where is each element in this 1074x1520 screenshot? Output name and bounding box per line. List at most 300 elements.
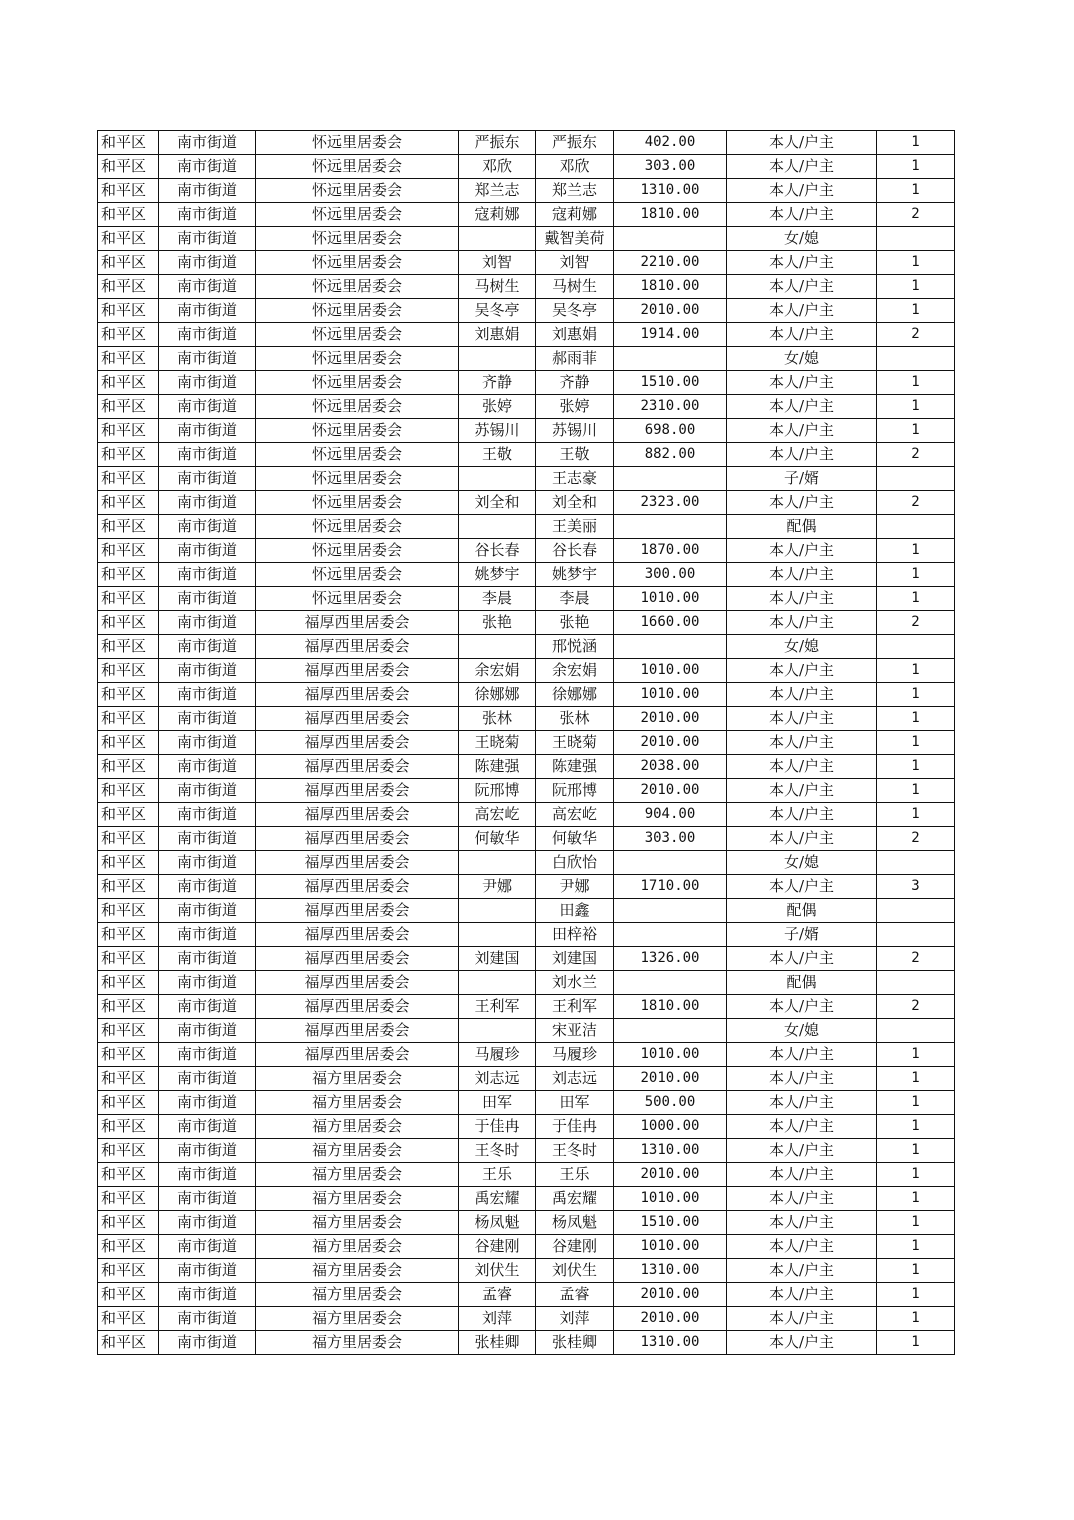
amount-cell: 882.00 <box>614 443 727 467</box>
district-cell: 和平区 <box>98 1163 159 1187</box>
relation-cell: 本人/户主 <box>727 251 877 275</box>
district-cell: 和平区 <box>98 803 159 827</box>
table-row <box>98 707 955 731</box>
amount-cell <box>614 227 727 251</box>
household-size-cell: 1 <box>877 563 955 587</box>
relation-cell: 本人/户主 <box>727 659 877 683</box>
table-row <box>98 971 955 995</box>
relation-cell: 本人/户主 <box>727 371 877 395</box>
table-row <box>98 827 955 851</box>
applicant-cell: 李晨 <box>459 587 536 611</box>
applicant-cell: 马树生 <box>459 275 536 299</box>
amount-cell <box>614 899 727 923</box>
applicant-cell: 苏锡川 <box>459 419 536 443</box>
relation-cell: 子/婿 <box>727 467 877 491</box>
subdistrict-cell: 南市街道 <box>159 923 256 947</box>
table-row <box>98 179 955 203</box>
district-cell: 和平区 <box>98 635 159 659</box>
household-size-cell: 1 <box>877 1043 955 1067</box>
household-size-cell: 1 <box>877 395 955 419</box>
applicant-cell: 刘建国 <box>459 947 536 971</box>
member-cell: 刘智 <box>536 251 614 275</box>
table-row <box>98 1211 955 1235</box>
relation-cell: 子/婿 <box>727 923 877 947</box>
subdistrict-cell: 南市街道 <box>159 1259 256 1283</box>
amount-cell: 2210.00 <box>614 251 727 275</box>
household-size-cell: 1 <box>877 1187 955 1211</box>
committee-cell: 福方里居委会 <box>256 1139 459 1163</box>
relation-cell: 本人/户主 <box>727 1259 877 1283</box>
household-size-cell: 1 <box>877 155 955 179</box>
applicant-cell: 陈建强 <box>459 755 536 779</box>
table-row <box>98 899 955 923</box>
household-size-cell: 2 <box>877 203 955 227</box>
district-cell: 和平区 <box>98 1067 159 1091</box>
household-size-cell: 1 <box>877 1283 955 1307</box>
household-size-cell: 1 <box>877 251 955 275</box>
member-cell: 张桂卿 <box>536 1331 614 1355</box>
applicant-cell: 张桂卿 <box>459 1331 536 1355</box>
table-row <box>98 803 955 827</box>
member-cell: 白欣怡 <box>536 851 614 875</box>
subdistrict-cell: 南市街道 <box>159 827 256 851</box>
subdistrict-cell: 南市街道 <box>159 1067 256 1091</box>
household-size-cell: 1 <box>877 1235 955 1259</box>
applicant-cell <box>459 1019 536 1043</box>
household-size-cell: 2 <box>877 995 955 1019</box>
committee-cell: 福厚西里居委会 <box>256 635 459 659</box>
district-cell: 和平区 <box>98 203 159 227</box>
household-size-cell: 2 <box>877 443 955 467</box>
table-row <box>98 155 955 179</box>
district-cell: 和平区 <box>98 275 159 299</box>
data-table <box>97 130 955 1355</box>
district-cell: 和平区 <box>98 971 159 995</box>
relation-cell: 本人/户主 <box>727 1187 877 1211</box>
district-cell: 和平区 <box>98 611 159 635</box>
relation-cell: 女/媳 <box>727 851 877 875</box>
applicant-cell <box>459 923 536 947</box>
relation-cell: 本人/户主 <box>727 1307 877 1331</box>
member-cell: 刘水兰 <box>536 971 614 995</box>
amount-cell: 2038.00 <box>614 755 727 779</box>
table-row <box>98 1043 955 1067</box>
household-size-cell: 1 <box>877 683 955 707</box>
relation-cell: 本人/户主 <box>727 539 877 563</box>
subdistrict-cell: 南市街道 <box>159 875 256 899</box>
amount-cell: 1510.00 <box>614 371 727 395</box>
household-size-cell: 1 <box>877 779 955 803</box>
subdistrict-cell: 南市街道 <box>159 755 256 779</box>
committee-cell: 福厚西里居委会 <box>256 683 459 707</box>
subdistrict-cell: 南市街道 <box>159 1307 256 1331</box>
amount-cell: 300.00 <box>614 563 727 587</box>
applicant-cell: 孟睿 <box>459 1283 536 1307</box>
subdistrict-cell: 南市街道 <box>159 371 256 395</box>
relation-cell: 本人/户主 <box>727 587 877 611</box>
amount-cell: 1010.00 <box>614 1043 727 1067</box>
applicant-cell: 禹宏耀 <box>459 1187 536 1211</box>
amount-cell <box>614 515 727 539</box>
district-cell: 和平区 <box>98 419 159 443</box>
member-cell: 刘惠娟 <box>536 323 614 347</box>
committee-cell: 福厚西里居委会 <box>256 971 459 995</box>
committee-cell: 福厚西里居委会 <box>256 827 459 851</box>
relation-cell: 本人/户主 <box>727 1067 877 1091</box>
committee-cell: 福厚西里居委会 <box>256 611 459 635</box>
household-size-cell: 2 <box>877 491 955 515</box>
household-size-cell: 1 <box>877 731 955 755</box>
table-row <box>98 1259 955 1283</box>
household-size-cell: 1 <box>877 419 955 443</box>
relation-cell: 本人/户主 <box>727 827 877 851</box>
district-cell: 和平区 <box>98 755 159 779</box>
subdistrict-cell: 南市街道 <box>159 587 256 611</box>
member-cell: 刘志远 <box>536 1067 614 1091</box>
applicant-cell: 杨凤魁 <box>459 1211 536 1235</box>
committee-cell: 怀远里居委会 <box>256 587 459 611</box>
relation-cell: 本人/户主 <box>727 419 877 443</box>
household-size-cell: 1 <box>877 707 955 731</box>
district-cell: 和平区 <box>98 251 159 275</box>
committee-cell: 怀远里居委会 <box>256 155 459 179</box>
committee-cell: 怀远里居委会 <box>256 563 459 587</box>
relation-cell: 本人/户主 <box>727 1115 877 1139</box>
member-cell: 刘建国 <box>536 947 614 971</box>
applicant-cell: 刘志远 <box>459 1067 536 1091</box>
subdistrict-cell: 南市街道 <box>159 851 256 875</box>
committee-cell: 福厚西里居委会 <box>256 1043 459 1067</box>
applicant-cell: 严振东 <box>459 131 536 155</box>
table-row <box>98 1235 955 1259</box>
relation-cell: 本人/户主 <box>727 683 877 707</box>
subdistrict-cell: 南市街道 <box>159 707 256 731</box>
applicant-cell: 王敬 <box>459 443 536 467</box>
committee-cell: 福厚西里居委会 <box>256 1019 459 1043</box>
table-row <box>98 587 955 611</box>
amount-cell <box>614 851 727 875</box>
amount-cell: 1660.00 <box>614 611 727 635</box>
table-row <box>98 731 955 755</box>
applicant-cell: 张林 <box>459 707 536 731</box>
applicant-cell: 张婷 <box>459 395 536 419</box>
district-cell: 和平区 <box>98 131 159 155</box>
applicant-cell: 阮邢博 <box>459 779 536 803</box>
applicant-cell: 何敏华 <box>459 827 536 851</box>
district-cell: 和平区 <box>98 323 159 347</box>
committee-cell: 怀远里居委会 <box>256 179 459 203</box>
committee-cell: 怀远里居委会 <box>256 443 459 467</box>
relation-cell: 本人/户主 <box>727 1211 877 1235</box>
table-row <box>98 1307 955 1331</box>
applicant-cell: 谷建刚 <box>459 1235 536 1259</box>
member-cell: 苏锡川 <box>536 419 614 443</box>
committee-cell: 怀远里居委会 <box>256 515 459 539</box>
district-cell: 和平区 <box>98 1331 159 1355</box>
subdistrict-cell: 南市街道 <box>159 203 256 227</box>
committee-cell: 福厚西里居委会 <box>256 707 459 731</box>
committee-cell: 福厚西里居委会 <box>256 779 459 803</box>
relation-cell: 配偶 <box>727 515 877 539</box>
member-cell: 杨凤魁 <box>536 1211 614 1235</box>
amount-cell: 1870.00 <box>614 539 727 563</box>
member-cell: 田鑫 <box>536 899 614 923</box>
district-cell: 和平区 <box>98 779 159 803</box>
committee-cell: 福方里居委会 <box>256 1235 459 1259</box>
member-cell: 郑兰志 <box>536 179 614 203</box>
relation-cell: 本人/户主 <box>727 1163 877 1187</box>
amount-cell: 2010.00 <box>614 1307 727 1331</box>
committee-cell: 怀远里居委会 <box>256 275 459 299</box>
relation-cell: 本人/户主 <box>727 563 877 587</box>
committee-cell: 福厚西里居委会 <box>256 851 459 875</box>
applicant-cell <box>459 227 536 251</box>
member-cell: 戴智美荷 <box>536 227 614 251</box>
subdistrict-cell: 南市街道 <box>159 275 256 299</box>
relation-cell: 本人/户主 <box>727 995 877 1019</box>
household-size-cell: 2 <box>877 611 955 635</box>
applicant-cell <box>459 899 536 923</box>
applicant-cell: 余宏娟 <box>459 659 536 683</box>
committee-cell: 怀远里居委会 <box>256 251 459 275</box>
table-row <box>98 923 955 947</box>
subdistrict-cell: 南市街道 <box>159 131 256 155</box>
committee-cell: 怀远里居委会 <box>256 299 459 323</box>
subdistrict-cell: 南市街道 <box>159 1019 256 1043</box>
table-row <box>98 467 955 491</box>
subdistrict-cell: 南市街道 <box>159 467 256 491</box>
committee-cell: 福厚西里居委会 <box>256 659 459 683</box>
table-row <box>98 1163 955 1187</box>
relation-cell: 本人/户主 <box>727 1331 877 1355</box>
subdistrict-cell: 南市街道 <box>159 1163 256 1187</box>
applicant-cell: 张艳 <box>459 611 536 635</box>
applicant-cell: 王冬时 <box>459 1139 536 1163</box>
committee-cell: 福方里居委会 <box>256 1331 459 1355</box>
applicant-cell: 王利军 <box>459 995 536 1019</box>
table-row <box>98 659 955 683</box>
household-size-cell <box>877 347 955 371</box>
applicant-cell: 邓欣 <box>459 155 536 179</box>
table-row <box>98 755 955 779</box>
amount-cell: 1000.00 <box>614 1115 727 1139</box>
subdistrict-cell: 南市街道 <box>159 419 256 443</box>
applicant-cell <box>459 851 536 875</box>
table-row <box>98 1115 955 1139</box>
member-cell: 严振东 <box>536 131 614 155</box>
committee-cell: 怀远里居委会 <box>256 323 459 347</box>
subdistrict-cell: 南市街道 <box>159 347 256 371</box>
household-size-cell: 1 <box>877 1163 955 1187</box>
district-cell: 和平区 <box>98 731 159 755</box>
district-cell: 和平区 <box>98 659 159 683</box>
committee-cell: 福厚西里居委会 <box>256 923 459 947</box>
district-cell: 和平区 <box>98 299 159 323</box>
amount-cell: 1310.00 <box>614 179 727 203</box>
applicant-cell: 齐静 <box>459 371 536 395</box>
committee-cell: 福方里居委会 <box>256 1115 459 1139</box>
applicant-cell: 王晓菊 <box>459 731 536 755</box>
member-cell: 谷长春 <box>536 539 614 563</box>
committee-cell: 福方里居委会 <box>256 1283 459 1307</box>
relation-cell: 本人/户主 <box>727 1091 877 1115</box>
committee-cell: 怀远里居委会 <box>256 131 459 155</box>
district-cell: 和平区 <box>98 683 159 707</box>
member-cell: 王敬 <box>536 443 614 467</box>
amount-cell: 1010.00 <box>614 587 727 611</box>
member-cell: 马树生 <box>536 275 614 299</box>
applicant-cell: 尹娜 <box>459 875 536 899</box>
member-cell: 陈建强 <box>536 755 614 779</box>
table-row <box>98 515 955 539</box>
relation-cell: 本人/户主 <box>727 1043 877 1067</box>
district-cell: 和平区 <box>98 1091 159 1115</box>
relation-cell: 本人/户主 <box>727 611 877 635</box>
district-cell: 和平区 <box>98 587 159 611</box>
committee-cell: 福方里居委会 <box>256 1211 459 1235</box>
member-cell: 齐静 <box>536 371 614 395</box>
subdistrict-cell: 南市街道 <box>159 323 256 347</box>
member-cell: 姚梦宇 <box>536 563 614 587</box>
committee-cell: 怀远里居委会 <box>256 491 459 515</box>
amount-cell: 2010.00 <box>614 299 727 323</box>
member-cell: 马履珍 <box>536 1043 614 1067</box>
committee-cell: 福厚西里居委会 <box>256 899 459 923</box>
subdistrict-cell: 南市街道 <box>159 1043 256 1067</box>
relation-cell: 女/媳 <box>727 635 877 659</box>
member-cell: 邢悦涵 <box>536 635 614 659</box>
household-size-cell: 1 <box>877 371 955 395</box>
district-cell: 和平区 <box>98 995 159 1019</box>
applicant-cell: 谷长春 <box>459 539 536 563</box>
amount-cell: 402.00 <box>614 131 727 155</box>
household-size-cell <box>877 923 955 947</box>
table-row <box>98 635 955 659</box>
relation-cell: 本人/户主 <box>727 1283 877 1307</box>
subdistrict-cell: 南市街道 <box>159 491 256 515</box>
applicant-cell: 刘全和 <box>459 491 536 515</box>
table-row <box>98 203 955 227</box>
member-cell: 郝雨菲 <box>536 347 614 371</box>
district-cell: 和平区 <box>98 1043 159 1067</box>
applicant-cell <box>459 347 536 371</box>
subdistrict-cell: 南市街道 <box>159 779 256 803</box>
committee-cell: 怀远里居委会 <box>256 419 459 443</box>
committee-cell: 福方里居委会 <box>256 1163 459 1187</box>
household-size-cell: 1 <box>877 539 955 563</box>
amount-cell: 1710.00 <box>614 875 727 899</box>
district-cell: 和平区 <box>98 443 159 467</box>
household-size-cell <box>877 1019 955 1043</box>
amount-cell: 2310.00 <box>614 395 727 419</box>
table-body <box>98 131 955 1355</box>
member-cell: 李晨 <box>536 587 614 611</box>
table-row <box>98 347 955 371</box>
relation-cell: 本人/户主 <box>727 491 877 515</box>
committee-cell: 怀远里居委会 <box>256 371 459 395</box>
household-size-cell <box>877 467 955 491</box>
amount-cell: 1914.00 <box>614 323 727 347</box>
subdistrict-cell: 南市街道 <box>159 995 256 1019</box>
subdistrict-cell: 南市街道 <box>159 1187 256 1211</box>
table-row <box>98 1019 955 1043</box>
district-cell: 和平区 <box>98 875 159 899</box>
relation-cell: 本人/户主 <box>727 299 877 323</box>
member-cell: 谷建刚 <box>536 1235 614 1259</box>
household-size-cell: 1 <box>877 803 955 827</box>
applicant-cell: 刘惠娟 <box>459 323 536 347</box>
subdistrict-cell: 南市街道 <box>159 1331 256 1355</box>
household-size-cell: 1 <box>877 1259 955 1283</box>
district-cell: 和平区 <box>98 1019 159 1043</box>
member-cell: 张婷 <box>536 395 614 419</box>
relation-cell: 本人/户主 <box>727 707 877 731</box>
member-cell: 寇莉娜 <box>536 203 614 227</box>
amount-cell: 2010.00 <box>614 1067 727 1091</box>
household-size-cell <box>877 971 955 995</box>
applicant-cell <box>459 635 536 659</box>
applicant-cell: 马履珍 <box>459 1043 536 1067</box>
relation-cell: 女/媳 <box>727 227 877 251</box>
committee-cell: 福厚西里居委会 <box>256 995 459 1019</box>
table-row <box>98 1091 955 1115</box>
table-row <box>98 563 955 587</box>
table-row <box>98 395 955 419</box>
amount-cell: 1810.00 <box>614 203 727 227</box>
amount-cell <box>614 971 727 995</box>
amount-cell: 2010.00 <box>614 779 727 803</box>
household-size-cell <box>877 851 955 875</box>
member-cell: 王冬时 <box>536 1139 614 1163</box>
committee-cell: 福方里居委会 <box>256 1187 459 1211</box>
district-cell: 和平区 <box>98 563 159 587</box>
committee-cell: 福方里居委会 <box>256 1091 459 1115</box>
committee-cell: 怀远里居委会 <box>256 227 459 251</box>
household-size-cell: 1 <box>877 659 955 683</box>
subdistrict-cell: 南市街道 <box>159 515 256 539</box>
subdistrict-cell: 南市街道 <box>159 227 256 251</box>
amount-cell: 904.00 <box>614 803 727 827</box>
committee-cell: 福厚西里居委会 <box>256 803 459 827</box>
committee-cell: 福方里居委会 <box>256 1259 459 1283</box>
table-row <box>98 947 955 971</box>
amount-cell <box>614 467 727 491</box>
household-size-cell <box>877 227 955 251</box>
member-cell: 邓欣 <box>536 155 614 179</box>
household-size-cell: 1 <box>877 1091 955 1115</box>
relation-cell: 本人/户主 <box>727 131 877 155</box>
relation-cell: 配偶 <box>727 971 877 995</box>
table-row <box>98 683 955 707</box>
household-size-cell <box>877 899 955 923</box>
relation-cell: 本人/户主 <box>727 1139 877 1163</box>
district-cell: 和平区 <box>98 1235 159 1259</box>
member-cell: 余宏娟 <box>536 659 614 683</box>
committee-cell: 怀远里居委会 <box>256 203 459 227</box>
table-row <box>98 611 955 635</box>
table-row <box>98 419 955 443</box>
table-row <box>98 443 955 467</box>
member-cell: 禹宏耀 <box>536 1187 614 1211</box>
applicant-cell: 于佳冉 <box>459 1115 536 1139</box>
subdistrict-cell: 南市街道 <box>159 179 256 203</box>
member-cell: 张林 <box>536 707 614 731</box>
applicant-cell <box>459 971 536 995</box>
subdistrict-cell: 南市街道 <box>159 1139 256 1163</box>
relation-cell: 本人/户主 <box>727 275 877 299</box>
amount-cell: 303.00 <box>614 827 727 851</box>
member-cell: 尹娜 <box>536 875 614 899</box>
